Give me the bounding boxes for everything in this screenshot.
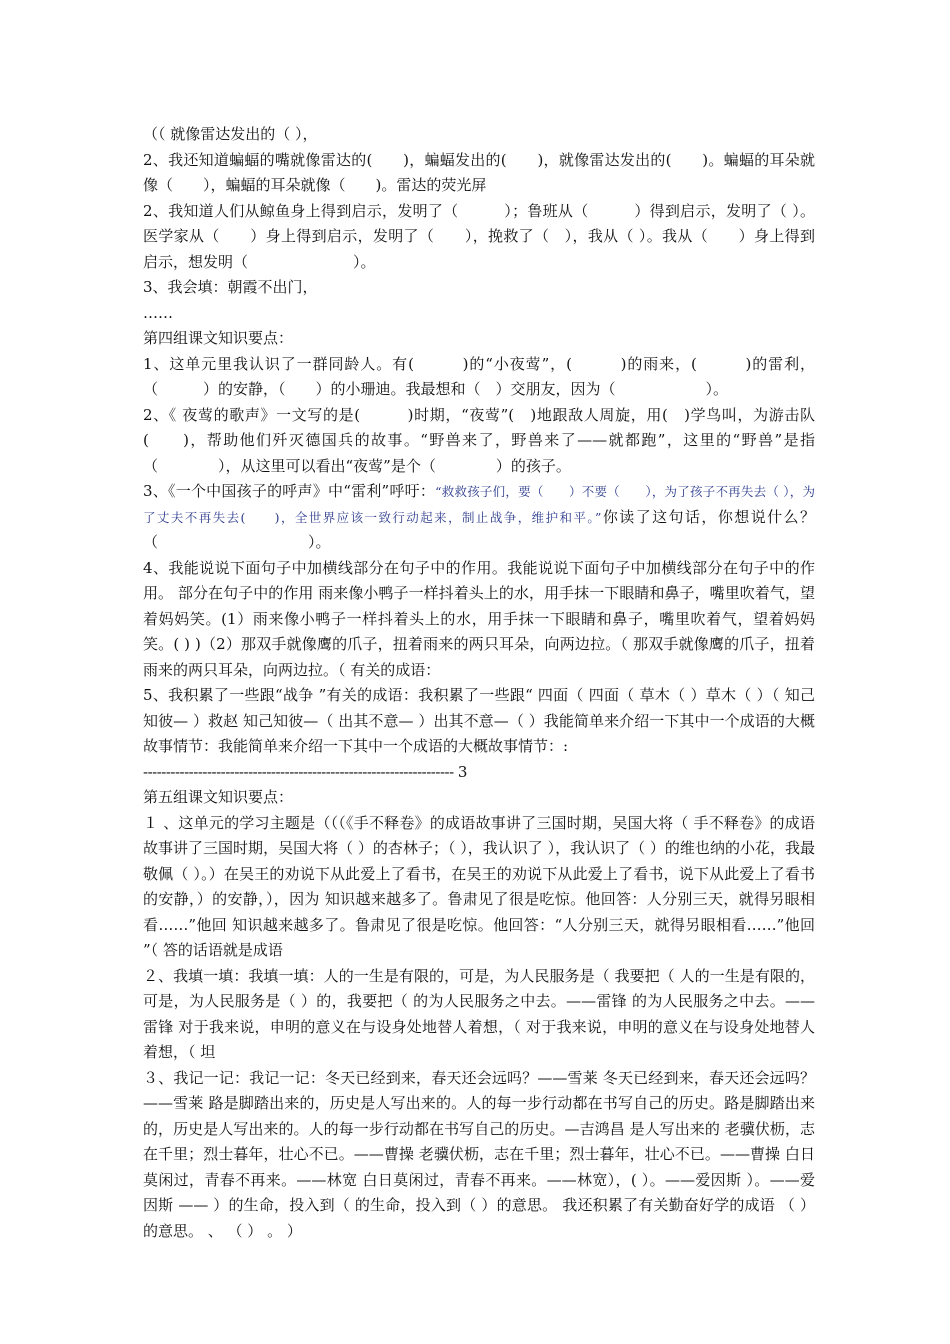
question-war-idioms: 5、我积累了一些跟“战争 ”有关的成语：我积累了一些跟“ 四面（ 四面（ 草木（ ）草木（ ）（ 知己知彼— ）救赵 知己知彼—（ 出其不意— ）出其不意—（ ）我能简单来介绍一下其中一个成语的大概故事情节：我能简单来介绍一下其中一个成语的大概故事情节：: [143,686,815,755]
quoted-appeal: “救救孩子们，要（ ）不要（ ），为了孩子不再失去（ ），为了丈夫不再失去( )，全世界应该一致行动起来，制止战争，维护和平。” [143,484,815,525]
question-bat-radar: 2、我还知道蝙蝠的嘴就像雷达的( )，蝙蝠发出的( )，就像雷达发出的( )。蝙蝠的耳朵就像（ ），蝙蝠的耳朵就像（ )。雷达的荧光屏 [143,150,815,194]
ellipsis-line: …… [143,303,173,322]
question-child-call-ask: 你读了这句话，你想说什么？（ ）。 [143,507,815,551]
question-peers: 1、这单元里我认识了一群同龄人。有( )的“小夜莺”，( )的雨来，( )的雷利，（ ）的安静，（ ）的小珊迪。我最想和（ ）交朋友，因为（ ）。 [143,354,815,398]
question-proverb: 3、我会填：朝霞不出门， [143,278,318,296]
question-child-call [143,479,815,556]
question-underline-role: 4、我能说说下面句子中加横线部分在句子中的作用。我能说说下面句子中加横线部分在句子中的作用。 部分在句子中的作用 雨来像小鸭子一样抖着头上的水，用手抹一下眼睛和鼻子，嘴里吹着气，望着妈妈笑。(1）雨来像小鸭子一样抖着头上的水，用手抹一下眼睛和鼻子，嘴里吹着气，望着妈妈笑。( ) )（2）那双手就像鹰的爪子，扭着雨来的两只耳朵，向两边拉。（ 那双手就像鹰的爪子，扭着雨来的两只耳朵，向两边拉。（ 有关的成语： [143,558,815,679]
page-separator: -------------------------------------------------------------------- 3 [143,762,467,781]
question-inspiration: 2、我知道人们从鲸鱼身上得到启示，发明了（ ）；鲁班从（ ）得到启示，发明了（ ）。医学家从（ ）身上得到启示，发明了（ ），挽救了（ ），我从（ ）。我从（ ）身上得到启示，想发明（ ）。 [143,201,815,271]
section-heading-group4: 第四组课文知识要点： [143,329,294,347]
document-page [143,122,815,1244]
question-memorize: ３、我记一记：我记一记：冬天已经到来，春天还会远吗？——雪莱 冬天已经到来，春天还会远吗？——雪莱 路是脚踏出来的，历史是人写出来的。人的每一步行动都在书写自己的历史。路是脚踏出来的，历史是人写出来的。人的每一步行动都在书写自己的历史。—吉鸿昌 是人写出来的 老骥伏枥，志在千里；烈士暮年，壮心不已。——曹操 老骥伏枥，志在千里；烈士暮年，壮心不已。——曹操 白日莫闲过，青春不再来。——林宽 白日莫闲过，青春不再来。——林宽），( ）。——爱因斯 ）。——爱因斯 —— ）的生命，投入到（ 的生命，投入到（ ）的意思。 我还积累了有关勤奋好学的成语 （ ） 的意思。 、 （ ） 。 ） [143,1068,815,1240]
section-heading-group5: 第五组课文知识要点： [143,788,294,806]
question-theme: １ 、这单元的学习主题是（（（《手不释卷》的成语故事讲了三国时期，吴国大将（ 手不释卷》的成语故事讲了三国时期，吴国大将（ ）的杏林子；（ ），我认识了 ），我认识了（ ）的维也纳的小花，我最敬佩（ ）。）在吴王的劝说下从此爱上了看书，在吴王的劝说下从此爱上了看书，说下从此爱上了看书 的安静，）的安静，），因为 知识越来越多了。鲁肃见了很是吃惊。他回答：人分别三天，就得另眼相看……”他回 知识越来越多了。鲁肃见了很是吃惊。他回答：“人分别三天，就得另眼相看……”他回 ”（ 答的话语就是成语 [143,813,815,959]
question-fill-in: ２、我填一填：我填一填：人的一生是有限的，可是，为人民服务是（ 我要把（ 人的一生是有限的，可是，为人民服务是（ ）的，我要把（ 的为人民服务之中去。——雷锋 的为人民服务之中去。——雷锋 对于我来说，申明的意义在与设身处地替人着想，（ 对于我来说，申明的意义在与设身处地替人着想，（ 坦 [143,966,815,1061]
line-radar-fragment: （（ 就像雷达发出的（ ）， [143,125,318,143]
question-child-call-intro: 3、《一个中国孩子的呼声》中“雷利”呼吁： [143,482,436,500]
question-nightingale: 2、《 夜莺的歌声》一文写的是( )时期，“夜莺”( )地跟敌人周旋，用( )学鸟叫，为游击队( )，帮助他们歼灭德国兵的故事。“野兽来了，野兽来了——就都跑”，这里的“野兽”是指（ ），从这里可以看出“夜莺”是个（ ）的孩子。 [143,405,815,475]
